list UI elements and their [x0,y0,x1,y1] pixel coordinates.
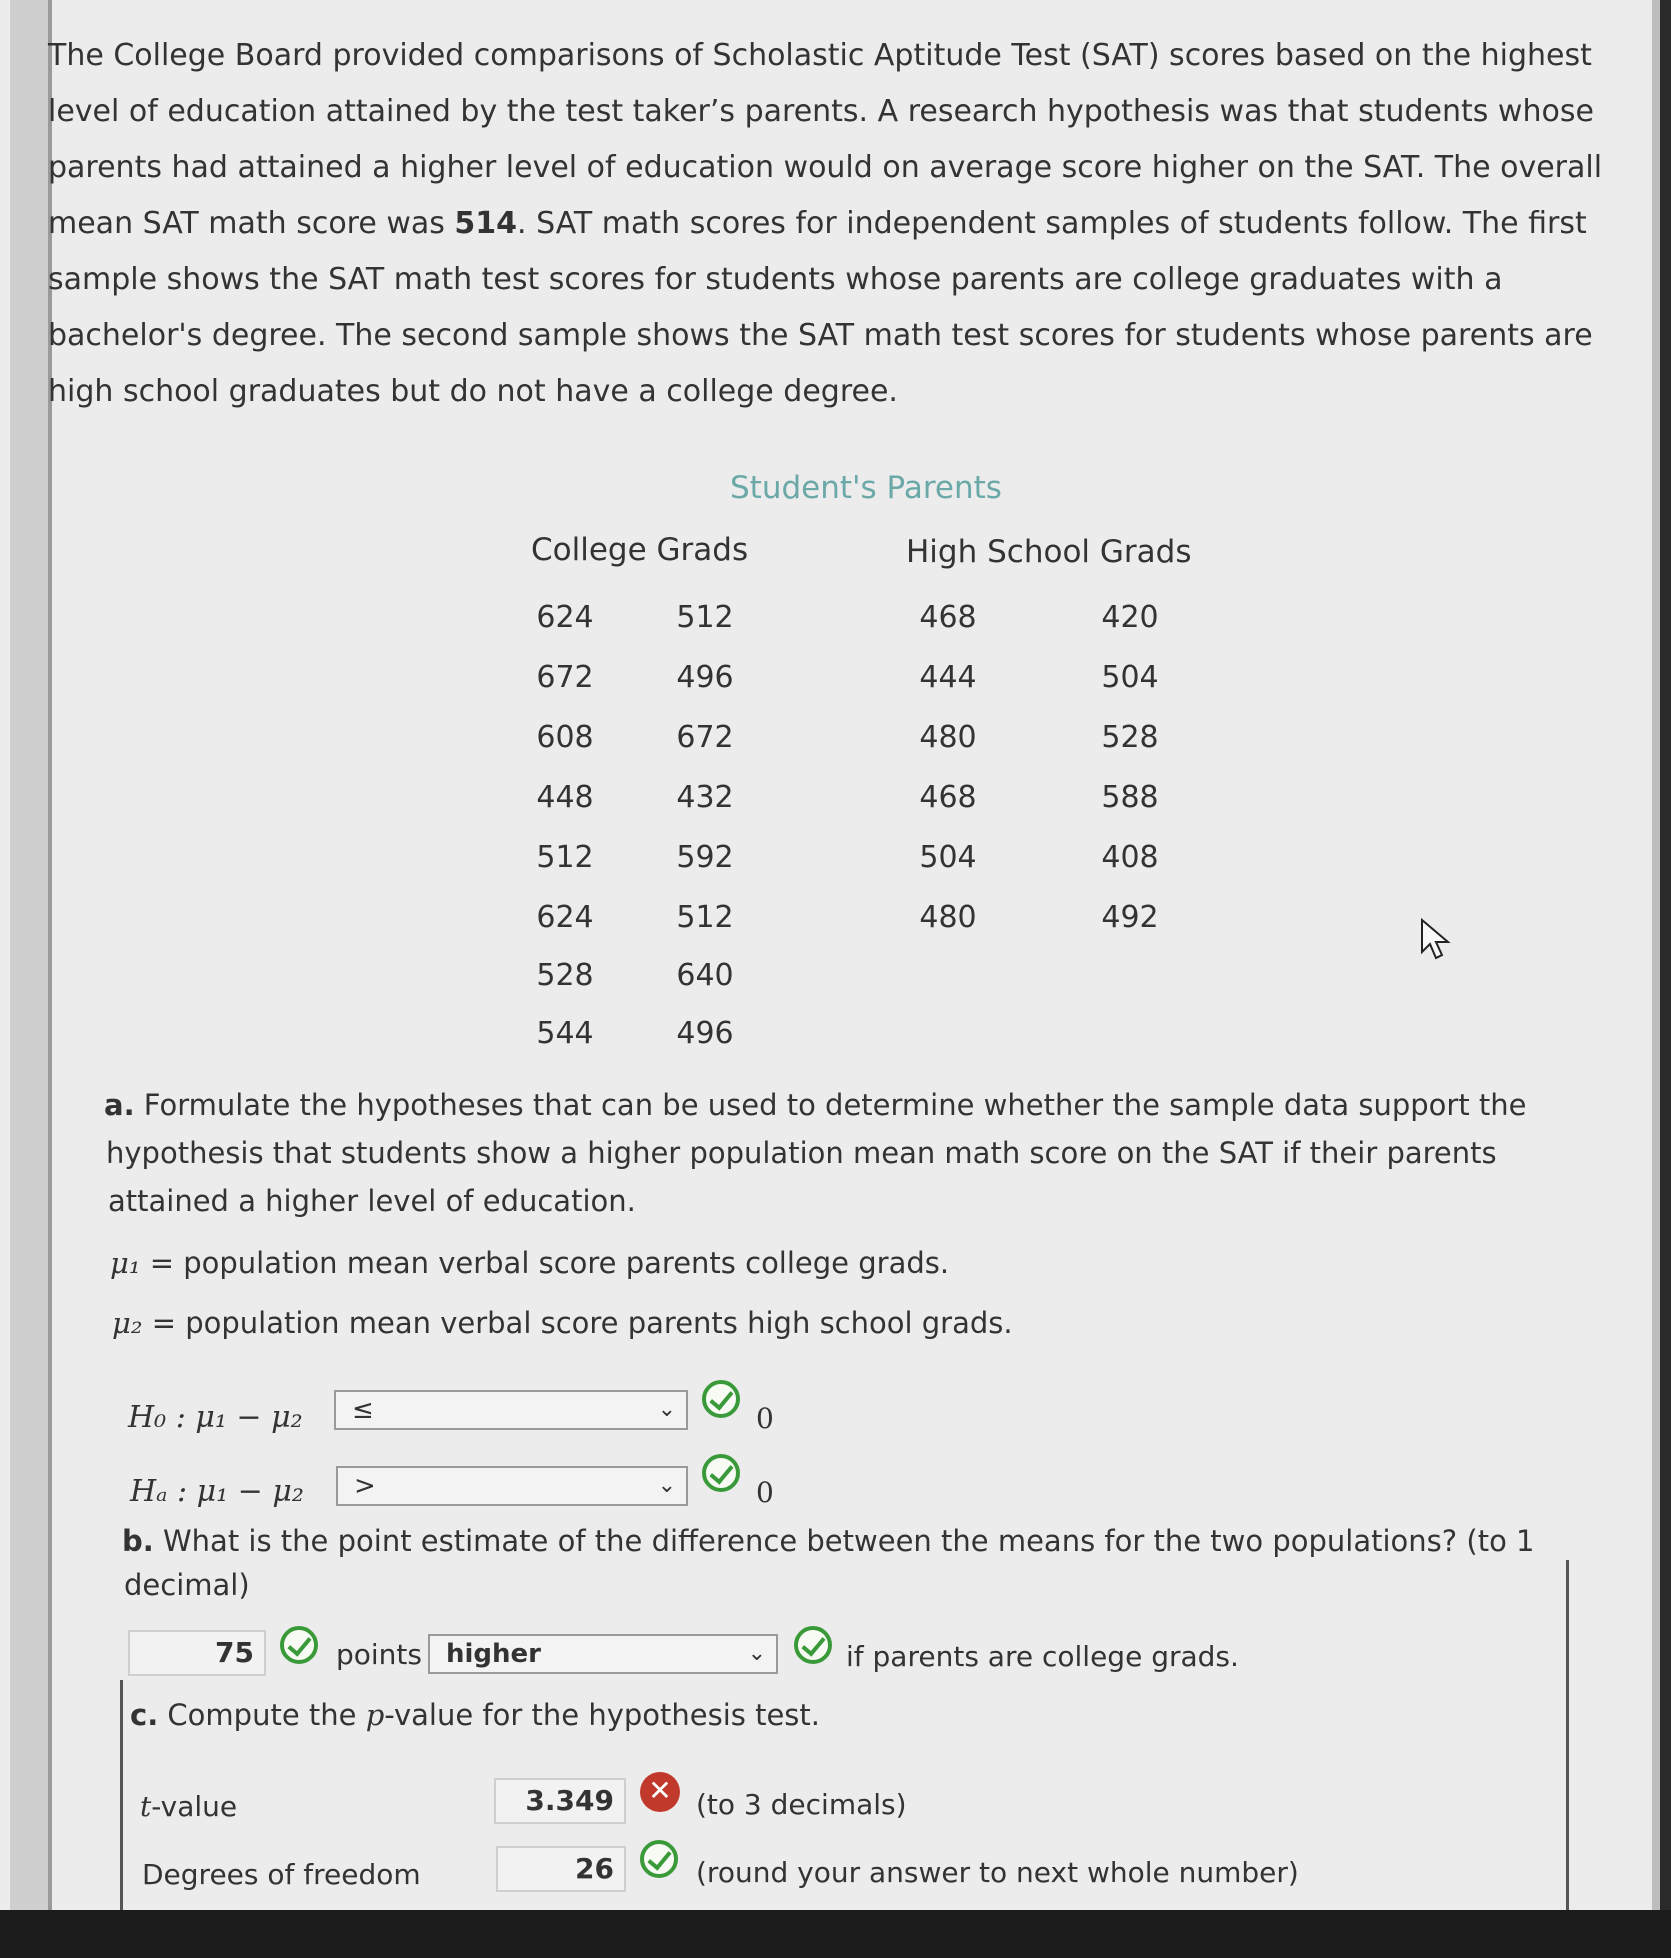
part-c-text: Compute the [158,1698,366,1732]
overall-mean: 514 [454,206,518,241]
direction-select[interactable] [428,1634,778,1674]
h0-label: H₀ : μ₁ − μ₂ [128,1400,303,1435]
chevron-down-icon: ⌄ [657,1473,676,1498]
left-page-margin [10,0,48,1910]
hs-score-cell: 468 [919,780,977,815]
part-b-line: decimal) [124,1568,250,1602]
mu1-symbol: μ₁ [110,1246,141,1280]
right-divider [1566,1560,1569,1910]
college-score-cell: 592 [676,840,734,875]
intro-line: sample shows the SAT math test scores for students whose parents are college graduates with a [48,262,1503,297]
hs-score-cell: 492 [1101,900,1159,935]
h0-selected-value: ≤ [352,1395,374,1425]
mu2-definition [112,1300,1013,1347]
correct-check-icon [702,1380,740,1418]
intro-line: level of education attained by the test taker’s parents. A research hypothesis was that students whose [48,94,1594,129]
hs-score-cell: 528 [1101,720,1159,755]
hs-score-cell: 504 [1101,660,1159,695]
correct-check-icon [280,1626,318,1664]
college-score-cell: 496 [676,1016,734,1051]
df-label: Degrees of freedom [142,1858,421,1891]
part-b-line [122,1518,1534,1565]
mouse-cursor-icon [1420,918,1454,962]
t-symbol: t [140,1790,152,1823]
hs-score-cell: 588 [1101,780,1159,815]
ha-operator-select[interactable] [336,1466,688,1506]
incorrect-x-icon: ✕ [640,1772,680,1812]
problem-statement [48,28,1660,420]
college-score-cell: 624 [536,600,594,635]
college-score-cell: 512 [676,600,734,635]
mu2-symbol: μ₂ [112,1306,143,1340]
college-score-cell: 512 [676,900,734,935]
part-c-line [130,1692,820,1739]
point-estimate-input[interactable]: 75 [128,1630,266,1676]
direction-suffix: if parents are college grads. [846,1640,1239,1673]
mu2-text: = population mean verbal score parents high school grads. [151,1306,1013,1340]
college-score-cell: 672 [676,720,734,755]
part-a-line [104,1082,1527,1129]
t-value-label [140,1790,237,1823]
college-score-cell: 624 [536,900,594,935]
t-label-text: -value [151,1790,238,1823]
college-score-cell: 512 [536,840,594,875]
ha-selected-value: > [354,1471,376,1501]
college-score-cell: 640 [676,958,734,993]
h0-operator-select[interactable] [334,1390,688,1430]
part-a-text: Formulate the hypotheses that can be used to determine whether the sample data support the [134,1088,1527,1122]
correct-check-icon [702,1454,740,1492]
part-a-line: attained a higher level of education. [108,1184,636,1218]
intro-line [48,196,1660,252]
t-value-hint: (to 3 decimals) [696,1788,907,1821]
college-score-cell: 528 [536,958,594,993]
ha-zero: 0 [756,1476,774,1509]
intro-text: . SAT math scores for independent samples of students follow. The first [517,206,1587,241]
degrees-of-freedom-input[interactable]: 26 [496,1846,626,1892]
table-caption: Student's Parents [730,470,1002,506]
hs-score-cell: 468 [919,600,977,635]
t-value-input[interactable]: 3.349 [494,1778,626,1824]
intro-line: bachelor's degree. The second sample shows the SAT math test scores for students whose parents are [48,318,1593,353]
points-label: points [336,1638,422,1671]
df-hint: (round your answer to next whole number) [696,1856,1299,1889]
hs-score-cell: 480 [919,720,977,755]
high-school-grads-header: High School Grads [906,534,1192,570]
part-a-line: hypothesis that students show a higher population mean math score on the SAT if their parents [106,1136,1497,1170]
direction-selected-value: higher [446,1639,541,1669]
part-b-text: What is the point estimate of the difference between the means for the two populations? (to 1 [153,1524,1535,1558]
college-score-cell: 448 [536,780,594,815]
mu1-definition [110,1240,949,1287]
h0-zero: 0 [756,1402,774,1435]
hs-score-cell: 444 [919,660,977,695]
college-score-cell: 496 [676,660,734,695]
intro-text: mean SAT math score was [48,206,455,241]
correct-check-icon [640,1840,678,1878]
chevron-down-icon: ⌄ [747,1641,766,1666]
part-b-letter: b. [122,1524,154,1558]
intro-line: parents had attained a higher level of education would on average score higher on the SAT. The overall [48,150,1603,185]
screen-bottom-bezel [0,1910,1671,1958]
college-score-cell: 432 [676,780,734,815]
mu1-text: = population mean verbal score parents college grads. [149,1246,950,1280]
ha-label: Hₐ : μ₁ − μ₂ [130,1474,304,1509]
hs-score-cell: 504 [919,840,977,875]
p-symbol: p [365,1698,385,1732]
part-a-letter: a. [104,1088,135,1122]
intro-line: The College Board provided comparisons of Scholastic Aptitude Test (SAT) scores based on the highest [48,38,1592,73]
college-score-cell: 672 [536,660,594,695]
hs-score-cell: 420 [1101,600,1159,635]
right-screen-edge [1660,0,1671,1910]
college-grads-header: College Grads [531,532,749,568]
left-divider [120,1680,123,1910]
college-score-cell: 544 [536,1016,594,1051]
part-c-text: -value for the hypothesis test. [384,1698,821,1732]
hs-score-cell: 480 [919,900,977,935]
college-score-cell: 608 [536,720,594,755]
chevron-down-icon: ⌄ [657,1397,676,1422]
part-c-letter: c. [130,1698,159,1732]
intro-line: high school graduates but do not have a college degree. [48,374,898,409]
correct-check-icon [794,1626,832,1664]
hs-score-cell: 408 [1101,840,1159,875]
